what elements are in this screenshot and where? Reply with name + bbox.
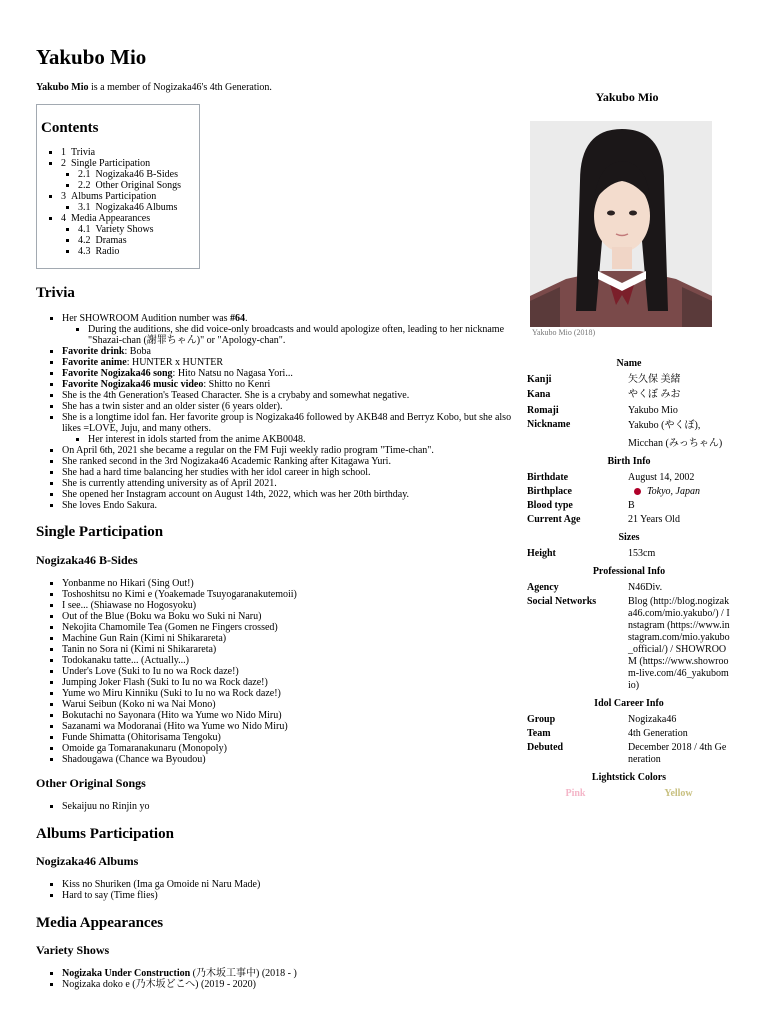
infobox-value: Yakubo Mio [628, 405, 678, 416]
toc-number: 3 [61, 191, 66, 202]
albums-list [36, 879, 520, 901]
toc-item [78, 169, 199, 180]
page-title: Yakubo Mio [36, 45, 147, 69]
toc-item [78, 202, 199, 213]
list-item: ▪ Toshoshitsu no Kimi e (Yoakemade Tsuyogaranakutemoii) [62, 589, 520, 600]
single-participation-heading: Single Participation [36, 524, 164, 540]
toc-label: Nogizaka46 Albums [95, 202, 178, 213]
list-item: ▪ Out of the Blue (Boku wa Boku wo Suki ni Naru) [62, 611, 520, 622]
infobox-row-romaji [524, 405, 730, 417]
lightstick-colors [524, 788, 730, 799]
list-item [62, 379, 520, 390]
list-item: ▪ Bokutachi no Sayonara (Hito wa Yume wo Nido Miru) [62, 710, 520, 721]
infobox-section-name: Name [616, 358, 642, 369]
list-item: ▪ She loves Endo Sakura. [62, 500, 520, 511]
toc-number: 1 [61, 147, 66, 158]
profile-photo [530, 121, 712, 327]
infobox-value: August 14, 2002 [628, 472, 695, 483]
toc-number: 4.3 [78, 246, 91, 257]
infobox-label: Kanji [527, 374, 552, 385]
toc-link-other-songs[interactable] [78, 180, 181, 191]
favorite-label: Favorite drink [62, 346, 125, 357]
favorite-value: : Boba [124, 346, 151, 357]
flag-icon [634, 488, 641, 495]
text: She is a longtime idol fan. Her favorite group is Nogizaka46 followed by AKB48 and Berryz Kobo, but she also likes =LOVE, Juju, and many others. [62, 412, 512, 434]
b-sides-heading: Nogizaka46 B-Sides [36, 553, 138, 567]
toc-link-albums[interactable] [61, 191, 156, 202]
list-item: ▪ Warui Seibun (Koko ni wa Nai Mono) [62, 699, 520, 710]
list-item [62, 979, 520, 990]
trivia-heading: Trivia [36, 285, 75, 301]
toc-number: 4.2 [78, 235, 91, 246]
list-item: ▪ Omoide ga Tomaranakunaru (Monopoly) [62, 743, 520, 754]
text: Nogizaka doko e (乃木坂どこへ) (2019 - 2020) [62, 979, 257, 990]
toc-number: 4.1 [78, 224, 91, 235]
toc-label: Nogizaka46 B-Sides [95, 169, 178, 180]
infobox [524, 90, 730, 799]
favorite-value: : Hito Natsu no Nagasa Yori... [172, 368, 293, 379]
infobox-value [628, 419, 730, 450]
toc-sublist [61, 224, 199, 257]
toc-item [61, 158, 199, 191]
list-item: ▪ Yonbanme no Hikari (Sing Out!) [62, 578, 520, 589]
infobox-value: N46Div. [628, 582, 663, 593]
list-item [62, 313, 520, 346]
toc-link-single-participation[interactable] [61, 158, 150, 169]
other-songs-list [36, 801, 520, 812]
sub-list [62, 434, 520, 445]
infobox-value: 4th Generation [628, 728, 688, 739]
show-title: Nogizaka Under Construction [62, 968, 191, 979]
list-item: ▪ I see... (Shiawase no Hogosyoku) [62, 600, 520, 611]
toc-number: 2.1 [78, 169, 91, 180]
toc-link-nogizaka-albums[interactable] [78, 202, 177, 213]
toc-link-radio[interactable] [78, 246, 119, 257]
favorite-value: : HUNTER x HUNTER [126, 357, 224, 368]
table-of-contents [36, 104, 200, 269]
infobox-row-height [524, 548, 730, 560]
infobox-row-birthplace [524, 486, 730, 498]
intro-text [36, 82, 272, 93]
toc-link-b-sides[interactable] [78, 169, 178, 180]
toc-link-variety[interactable] [78, 224, 154, 235]
list-item: ▪ Nekojita Chamomile Tea (Gomen ne Fingers crossed) [62, 622, 520, 633]
toc-label: Single Participation [71, 158, 151, 169]
nickname-line: Yakubo (やくぼ), [628, 420, 701, 431]
variety-heading: Variety Shows [36, 943, 110, 957]
list-item: ▪ Shadougawa (Chance wa Byoudou) [62, 754, 520, 765]
toc-number: 3.1 [78, 202, 91, 213]
infobox-label: Height [527, 548, 556, 559]
article-body [36, 284, 520, 990]
infobox-section-birth: Birth Info [607, 456, 651, 467]
infobox-value: Nogizaka46 [628, 714, 677, 725]
infobox-row-blood [524, 500, 730, 512]
infobox-row-age [524, 514, 730, 526]
list-item: ▪ Sazanami wa Modoranai (Hito wa Yume wo Nido Miru) [62, 721, 520, 732]
infobox-value: 21 Years Old [628, 514, 680, 525]
toc-item [78, 180, 199, 191]
infobox-value [628, 596, 730, 692]
toc-label: Variety Shows [95, 224, 154, 235]
lightstick-color-yellow: Yellow [664, 788, 693, 799]
toc-item [78, 246, 199, 257]
toc-heading: Contents [41, 120, 99, 136]
infobox-value: 矢久保 美緒 [628, 374, 681, 385]
infobox-row-kanji [524, 374, 730, 386]
toc-link-trivia[interactable] [61, 147, 95, 158]
toc-label: Trivia [71, 147, 96, 158]
sub-list [62, 324, 520, 346]
list-item: ▪ Under's Love (Suki to Iu no wa Rock daze!) [62, 666, 520, 677]
infobox-value: やくぼ みお [628, 389, 681, 400]
infobox-label: Birthdate [527, 472, 569, 483]
infobox-value: B [628, 500, 635, 511]
list-item [62, 412, 520, 445]
toc-label: Radio [95, 246, 120, 257]
toc-label: Dramas [95, 235, 127, 246]
toc-sublist [61, 202, 199, 213]
infobox-label: Birthplace [527, 486, 572, 497]
lightstick-color-pink: Pink [565, 788, 586, 799]
social-links[interactable]: Blog (http://blog.nogizaka46.com/mio.yakubo/) / Instagram (https://www.instagram.com/mio.yakubo_official/) / SHOWROOM (https://www.showroom-live.com/46_yakubomio) [628, 596, 730, 691]
favorite-value: : Shitto no Kenri [203, 379, 271, 390]
list-item: ▪ On April 6th, 2021 she became a regular on the FM Fuji weekly radio program "Time-chan". [62, 445, 520, 456]
list-item: ▪ During the auditions, she did voice-only broadcasts and would apologize often, leading to her nickname "Shazai-chan (謝罪ちゃん)" or "Apology-chan". [88, 324, 520, 346]
media-heading: Media Appearances [36, 915, 164, 931]
list-item: ▪ Todokanaku tatte... (Actually...) [62, 655, 520, 666]
toc-item [78, 235, 199, 246]
favorite-label: Favorite Nogizaka46 song [62, 368, 173, 379]
infobox-label: Team [527, 728, 551, 739]
audition-number: #64 [230, 313, 246, 324]
infobox-label: Current Age [527, 514, 581, 525]
toc-label: Albums Participation [71, 191, 157, 202]
favorite-label: Favorite anime [62, 357, 127, 368]
list-item: ▪ Tanin no Sora ni (Kimi ni Shikarareta) [62, 644, 520, 655]
toc-item [61, 213, 199, 257]
list-item: ▪ Machine Gun Rain (Kimi ni Shikarareta) [62, 633, 520, 644]
infobox-title: Yakubo Mio [595, 90, 659, 104]
toc-item [61, 191, 199, 213]
list-item [62, 968, 520, 979]
favorite-label: Favorite Nogizaka46 music video [62, 379, 204, 390]
list-item: ▪ She had a hard time balancing her studies with her idol career in high school. [62, 467, 520, 478]
infobox-label: Blood type [527, 500, 573, 511]
list-item: ▪ She opened her Instagram account on August 14th, 2022, which was her 20th birthday. [62, 489, 520, 500]
infobox-section-sizes: Sizes [618, 532, 640, 543]
toc-label: Media Appearances [71, 213, 151, 224]
infobox-label: Nickname [527, 419, 571, 430]
toc-number: 4 [61, 213, 66, 224]
list-item: ▪ Kiss no Shuriken (Ima ga Omoide ni Naru Made) [62, 879, 520, 890]
infobox-row-agency [524, 582, 730, 594]
b-sides-list [36, 578, 520, 765]
list-item: ▪ She is the 4th Generation's Teased Character. She is a crybaby and somewhat negative. [62, 390, 520, 401]
list-item [62, 346, 520, 357]
infobox-row-group [524, 714, 730, 726]
text: (乃木坂工事中) (2018 - ) [190, 968, 297, 979]
list-item: ▪ She is currently attending university as of April 2021. [62, 478, 520, 489]
albums-heading: Albums Participation [36, 826, 174, 842]
text: Her SHOWROOM Audition number was [62, 313, 231, 324]
nogizaka-albums-heading: Nogizaka46 Albums [36, 854, 139, 868]
intro-name: Yakubo Mio [36, 82, 89, 93]
infobox-row-debuted [524, 742, 730, 766]
nickname-line: Micchan (みっちゃん) [628, 438, 723, 449]
list-item: ▪ Yume wo Miru Kinniku (Suki to Iu no wa Rock daze!) [62, 688, 520, 699]
infobox-section-professional: Professional Info [592, 566, 666, 577]
list-item [62, 368, 520, 379]
trivia-list [36, 313, 520, 511]
photo-caption: Yakubo Mio (2018) [532, 328, 596, 337]
list-item: ▪ Funde Shimatta (Ohitorisama Tengoku) [62, 732, 520, 743]
infobox-row-nickname [524, 419, 730, 450]
variety-list [36, 968, 520, 990]
intro-rest: is a member of Nogizaka46's 4th Generation. [88, 82, 272, 93]
infobox-value [628, 486, 730, 498]
infobox-label: Kana [527, 389, 551, 400]
infobox-row-birthdate [524, 472, 730, 484]
list-item: ▪ Jumping Joker Flash (Suki to Iu no wa Rock daze!) [62, 677, 520, 688]
infobox-section-idol: Idol Career Info [594, 698, 664, 709]
toc-number: 2 [61, 158, 66, 169]
toc-sublist [61, 169, 199, 191]
list-item: ▪ She ranked second in the 3rd Nogizaka46 Academic Ranking after Kitagawa Yuri. [62, 456, 520, 467]
list-item: ▪ Sekaijuu no Rinjin yo [62, 801, 520, 812]
infobox-label: Social Networks [527, 596, 597, 607]
infobox-section-lightstick: Lightstick Colors [591, 772, 667, 783]
list-item [62, 357, 520, 368]
toc-list [41, 147, 199, 257]
infobox-label: Debuted [527, 742, 564, 753]
infobox-row-team [524, 728, 730, 740]
birthplace-text: Tokyo, Japan [647, 486, 700, 497]
other-songs-heading: Other Original Songs [36, 776, 146, 790]
infobox-label: Romaji [527, 405, 559, 416]
infobox-row-kana [524, 389, 730, 401]
infobox-row-social [524, 596, 730, 692]
list-item: ▪ Her interest in idols started from the anime AKB0048. [88, 434, 520, 445]
infobox-label: Agency [527, 582, 559, 593]
infobox-value: December 2018 / 4th Generation [628, 742, 727, 765]
toc-link-media[interactable] [61, 213, 150, 224]
toc-number: 2.2 [78, 180, 91, 191]
toc-item [78, 224, 199, 235]
text: . [245, 313, 248, 324]
list-item: ▪ She has a twin sister and an older sister (6 years older). [62, 401, 520, 412]
list-item: ▪ Hard to say (Time flies) [62, 890, 520, 901]
toc-item [61, 147, 199, 158]
infobox-label: Group [527, 714, 556, 725]
infobox-value: 153cm [628, 548, 656, 559]
toc-label: Other Original Songs [95, 180, 182, 191]
toc-link-dramas[interactable] [78, 235, 127, 246]
